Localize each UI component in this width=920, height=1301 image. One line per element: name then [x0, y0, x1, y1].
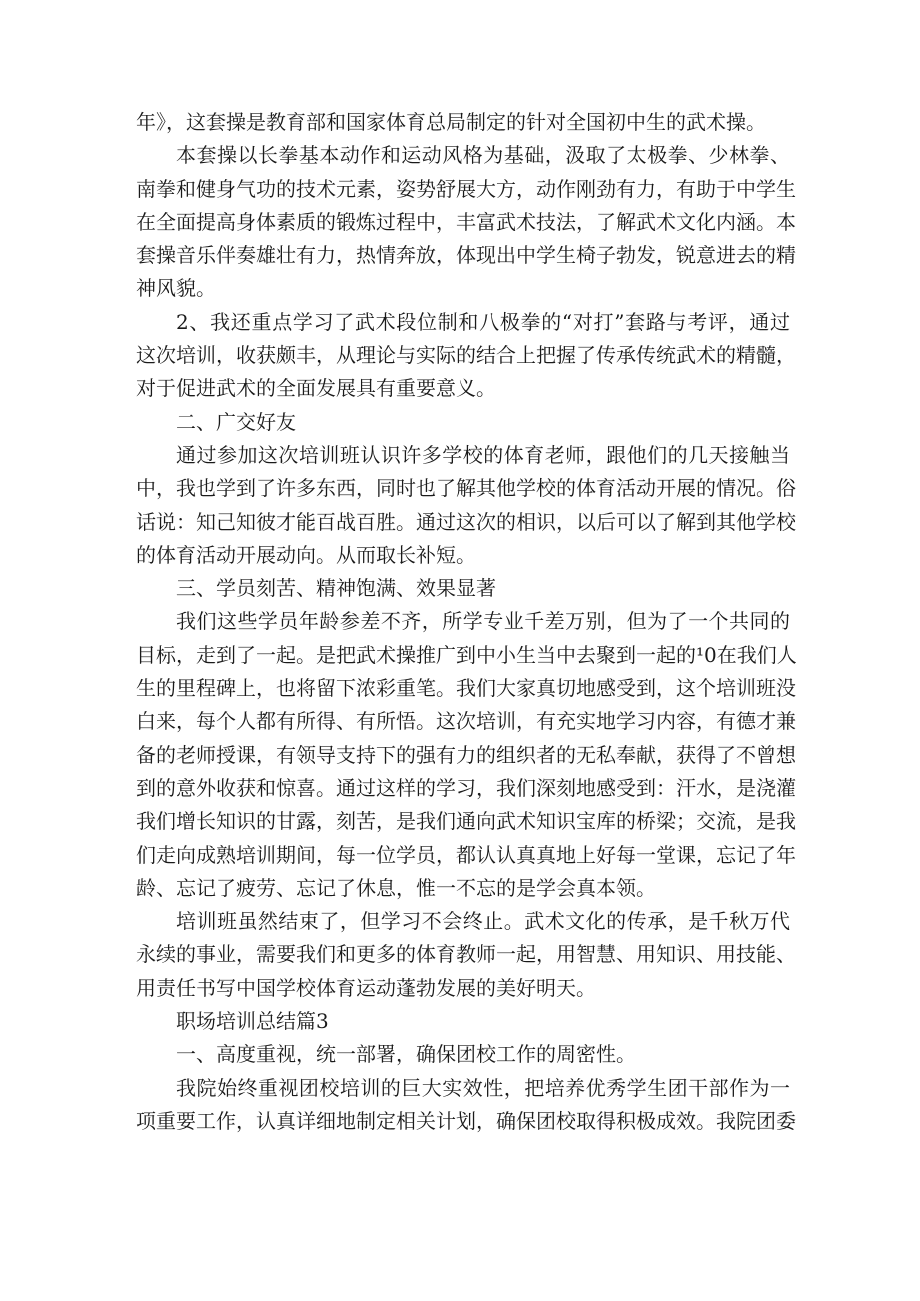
text-line: 我们这些学员年龄参差不齐，所学专业千差万别，但为了一个共同的 — [176, 609, 790, 634]
text-line: 在全面提高身体素质的锻炼过程中，丰富武术技法，了解武术文化内涵。本 — [136, 209, 796, 234]
text-line: 一、高度重视，统一部署，确保团校工作的周密性。 — [176, 1042, 636, 1067]
text-line: 的体育活动开展动向。从而取长补短。 — [136, 542, 476, 567]
text-line: 目标，走到了一起。是把武术操推广到中小生当中去聚到一起的¹0在我们人 — [136, 642, 797, 667]
text-line: 本套操以长拳基本动作和运动风格为基础，汲取了太极拳、少林拳、 — [176, 143, 790, 168]
text-line: 南拳和健身气功的技术元素，姿势舒展大方，动作刚劲有力，有助于中学生 — [136, 176, 796, 201]
text-line: 这次培训，收获颇丰，从理论与实际的结合上把握了传承传统武术的精髓， — [136, 343, 796, 368]
text-line: 永续的事业，需要我们和更多的体育教师一起，用智慧、用知识、用技能、 — [136, 942, 796, 967]
text-line: 们走向成熟培训期间，每一位学员，都认认真真地上好每一堂课，忘记了年 — [136, 842, 796, 867]
text-line: 项重要工作，认真详细地制定相关计划，确保团校取得积极成效。我院团委 — [136, 1108, 796, 1133]
text-line: 对于促进武术的全面发展具有重要意义。 — [136, 376, 496, 401]
text-line: 2、我还重点学习了武术段位制和八极拳的“对打”套路与考评，通过 — [176, 309, 790, 334]
text-line: 职场培训总结篇3 — [176, 1009, 329, 1034]
text-line: 三、学员刻苦、精神饱满、效果显著 — [176, 576, 496, 601]
document-page — [136, 106, 797, 1138]
text-line: 中，我也学到了许多东西，同时也了解其他学校的体育活动开展的情况。俗 — [136, 476, 796, 501]
text-line: 神风貌。 — [136, 276, 216, 301]
text-line: 我们增长知识的甘露，刻苦，是我们通向武术知识宝库的桥梁；交流，是我 — [136, 809, 796, 834]
text-line: 培训班虽然结束了，但学习不会终止。武术文化的传承，是千秋万代 — [176, 909, 790, 934]
text-line: 备的老师授课，有领导支持下的强有力的组织者的无私奉献，获得了不曾想 — [136, 742, 796, 767]
text-line: 我院始终重视团校培训的巨大实效性，把培养优秀学生团干部作为一 — [176, 1075, 790, 1100]
text-line: 套操音乐伴奏雄壮有力，热情奔放，体现出中学生椅子勃发，锐意进去的精 — [136, 243, 796, 268]
text-line: 到的意外收获和惊喜。通过这样的学习，我们深刻地感受到：汗水，是浇灌 — [136, 775, 796, 800]
text-line: 用责任书写中国学校体育运动蓬勃发展的美好明天。 — [136, 975, 596, 1000]
text-line: 白来，每个人都有所得、有所悟。这次培训，有充实地学习内容，有德才兼 — [136, 709, 796, 734]
text-line: 话说：知己知彼才能百战百胜。通过这次的相识，以后可以了解到其他学校 — [136, 509, 796, 534]
text-line: 二、广交好友 — [176, 409, 296, 434]
text-line: 生的里程碑上，也将留下浓彩重笔。我们大家真切地感受到，这个培训班没 — [136, 676, 796, 701]
text-line: 龄、忘记了疲劳、忘记了休息，惟一不忘的是学会真本领。 — [136, 875, 656, 900]
text-line: 通过参加这次培训班认识许多学校的体育老师，跟他们的几天接触当 — [176, 442, 790, 467]
text-line: 年》，这套操是教育部和国家体育总局制定的针对全国初中生的武术操。 — [136, 110, 766, 134]
